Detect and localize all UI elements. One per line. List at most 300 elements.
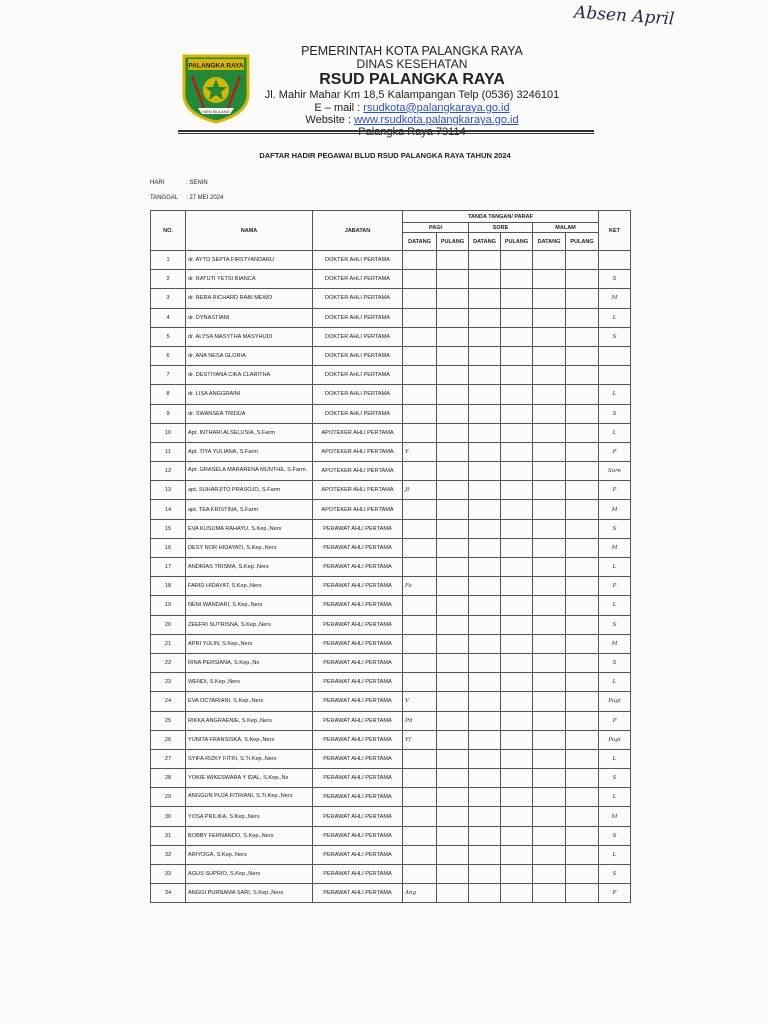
row-signature-pagi-datang <box>403 423 437 442</box>
row-signature-pagi-datang <box>403 289 437 308</box>
row-signature-malam-pulang <box>566 346 599 365</box>
row-signature-sore-datang <box>469 596 501 615</box>
table-row <box>151 634 631 653</box>
row-number: 12 <box>151 462 186 481</box>
row-keterangan: L <box>599 308 631 327</box>
row-signature-malam-pulang <box>566 769 599 788</box>
row-keterangan: M <box>599 634 631 653</box>
row-name: dr. LISA ANGGRAINI <box>186 385 313 404</box>
row-signature-malam-pulang <box>566 845 599 864</box>
row-signature-malam-pulang <box>566 442 599 461</box>
row-signature-sore-datang <box>469 308 501 327</box>
row-signature-pagi-datang <box>403 826 437 845</box>
handwritten-corner-note: Absen April <box>573 2 676 30</box>
row-name: AGUS SUPRIO, S.Kep.,Ners <box>186 865 313 884</box>
row-keterangan: L <box>599 749 631 768</box>
row-signature-malam-pulang <box>566 500 599 519</box>
row-number: 30 <box>151 807 186 826</box>
row-signature-pagi-pulang <box>437 596 469 615</box>
row-number: 18 <box>151 577 186 596</box>
table-row <box>151 596 631 615</box>
table-row <box>151 270 631 289</box>
table-row <box>151 615 631 634</box>
row-number: 31 <box>151 826 186 845</box>
row-signature-malam-datang <box>533 519 566 538</box>
row-signature-malam-datang <box>533 596 566 615</box>
table-row <box>151 845 631 864</box>
row-signature-malam-pulang <box>566 865 599 884</box>
row-signature-sore-pulang <box>501 481 533 500</box>
table-row <box>151 538 631 557</box>
row-signature-sore-pulang <box>501 423 533 442</box>
header-pulang: PULANG <box>501 233 533 251</box>
city-logo <box>180 50 252 124</box>
row-signature-sore-datang <box>469 730 501 749</box>
row-number: 5 <box>151 327 186 346</box>
header-sore: SORE <box>469 223 533 233</box>
document-title: DAFTAR HADIR PEGAWAI BLUD RSUD PALANGKA RAYA TAHUN 2024 <box>259 151 511 160</box>
row-signature-pagi-datang <box>403 519 437 538</box>
row-number: 6 <box>151 346 186 365</box>
row-position: DOKTER AHLI PERTAMA <box>313 346 403 365</box>
header-city: Palangka Raya 73114 <box>358 126 466 139</box>
row-name: Apt. TIYA YULIANA, S.Farm <box>186 442 313 461</box>
row-signature-sore-datang <box>469 807 501 826</box>
day-value: : SENIN <box>186 180 208 186</box>
row-signature-sore-pulang <box>501 711 533 730</box>
row-position: PERAWAT AHLI PERTAMA <box>313 577 403 596</box>
row-number: 1 <box>151 251 186 270</box>
row-number: 16 <box>151 538 186 557</box>
row-signature-sore-datang <box>469 711 501 730</box>
row-name: ZEEFRI SUTRISNA, S.Kep.,Ners <box>186 615 313 634</box>
table-row <box>151 251 631 270</box>
row-position: APOTEKER AHLI PERTAMA <box>313 423 403 442</box>
row-signature-pagi-pulang <box>437 500 469 519</box>
row-position: DOKTER AHLI PERTAMA <box>313 327 403 346</box>
header-government: PEMERINTAH KOTA PALANGKA RAYA <box>301 44 523 58</box>
row-signature-pagi-datang <box>403 769 437 788</box>
row-signature-pagi-datang: Y <box>403 442 437 461</box>
row-number: 29 <box>151 788 186 807</box>
row-signature-pagi-datang <box>403 270 437 289</box>
table-row <box>151 673 631 692</box>
row-signature-pagi-pulang <box>437 346 469 365</box>
row-position: PERAWAT AHLI PERTAMA <box>313 558 403 577</box>
website-link[interactable]: www.rsudkota.palangkaraya.go.id <box>354 113 519 126</box>
row-name: dr. RATUTI YETSI BIANCA <box>186 270 313 289</box>
row-signature-malam-pulang <box>566 462 599 481</box>
table-row <box>151 865 631 884</box>
row-signature-malam-pulang <box>566 404 599 423</box>
table-body <box>151 251 631 903</box>
row-signature-pagi-pulang <box>437 270 469 289</box>
row-position: APOTEKER AHLI PERTAMA <box>313 462 403 481</box>
row-signature-malam-datang <box>533 865 566 884</box>
row-signature-malam-datang <box>533 634 566 653</box>
row-number: 24 <box>151 692 186 711</box>
table-row <box>151 404 631 423</box>
row-signature-sore-pulang <box>501 558 533 577</box>
row-position: PERAWAT AHLI PERTAMA <box>313 519 403 538</box>
row-keterangan: Sore <box>599 462 631 481</box>
row-number: 9 <box>151 404 186 423</box>
row-signature-pagi-pulang <box>437 673 469 692</box>
table-row <box>151 884 631 903</box>
row-signature-sore-pulang <box>501 519 533 538</box>
row-signature-sore-pulang <box>501 884 533 903</box>
row-position: PERAWAT AHLI PERTAMA <box>313 807 403 826</box>
row-number: 17 <box>151 558 186 577</box>
row-signature-pagi-datang <box>403 558 437 577</box>
date-label: TANGGAL <box>150 195 179 201</box>
row-signature-malam-datang <box>533 826 566 845</box>
row-signature-malam-pulang <box>566 807 599 826</box>
table-row <box>151 366 631 385</box>
website-label: Website : <box>305 113 355 126</box>
row-signature-sore-pulang <box>501 807 533 826</box>
row-position: PERAWAT AHLI PERTAMA <box>313 788 403 807</box>
row-position: DOKTER AHLI PERTAMA <box>313 366 403 385</box>
header-rule <box>178 130 594 132</box>
row-signature-malam-datang <box>533 327 566 346</box>
header-rule-thin <box>178 133 594 134</box>
row-number: 20 <box>151 615 186 634</box>
row-signature-pagi-datang <box>403 346 437 365</box>
header-website-line <box>252 114 572 126</box>
row-signature-malam-pulang <box>566 366 599 385</box>
row-name: Apt. INTHARI ALSELUSIA, S.Farm <box>186 423 313 442</box>
row-signature-malam-datang <box>533 404 566 423</box>
row-signature-pagi-pulang <box>437 538 469 557</box>
row-signature-sore-datang <box>469 615 501 634</box>
row-signature-malam-datang <box>533 673 566 692</box>
row-signature-malam-pulang <box>566 327 599 346</box>
row-name: DESY NOR HIDAYATI, S.Kep.,Ners <box>186 538 313 557</box>
row-position: PERAWAT AHLI PERTAMA <box>313 711 403 730</box>
row-name: SYIFA RIZKY FITRI, S.Tr.Kep.,Ners <box>186 749 313 768</box>
row-signature-pagi-datang <box>403 807 437 826</box>
row-signature-pagi-pulang <box>437 519 469 538</box>
row-signature-pagi-datang <box>403 462 437 481</box>
row-keterangan: P <box>599 442 631 461</box>
row-number: 33 <box>151 865 186 884</box>
row-signature-pagi-datang <box>403 500 437 519</box>
row-signature-malam-datang <box>533 788 566 807</box>
row-signature-malam-pulang <box>566 749 599 768</box>
row-position: PERAWAT AHLI PERTAMA <box>313 634 403 653</box>
email-link[interactable]: rsudkota@palangkaraya.go.id <box>363 101 510 114</box>
row-name: YOKIE WIKESWARA Y IDAL, S.Kep.,Ns <box>186 769 313 788</box>
row-signature-pagi-pulang <box>437 807 469 826</box>
row-name: dr. ALYSA MASYTHA MASYHUDI <box>186 327 313 346</box>
row-signature-malam-pulang <box>566 385 599 404</box>
row-signature-malam-pulang <box>566 730 599 749</box>
row-signature-malam-datang <box>533 366 566 385</box>
row-signature-sore-datang <box>469 327 501 346</box>
row-signature-malam-pulang <box>566 519 599 538</box>
row-number: 22 <box>151 653 186 672</box>
row-keterangan: L <box>599 385 631 404</box>
row-signature-pagi-datang <box>403 653 437 672</box>
row-name: Apt. GRASELA MARARENA MUNTHE, S.Farm. <box>186 462 313 481</box>
row-keterangan: S <box>599 615 631 634</box>
row-signature-sore-datang <box>469 442 501 461</box>
header-email-line <box>252 102 572 114</box>
row-signature-pagi-datang: Ang <box>403 884 437 903</box>
table-row <box>151 788 631 807</box>
row-signature-malam-datang <box>533 346 566 365</box>
row-signature-sore-pulang <box>501 865 533 884</box>
header-pulang: PULANG <box>566 233 599 251</box>
table-row <box>151 807 631 826</box>
row-signature-pagi-pulang <box>437 826 469 845</box>
row-signature-malam-datang <box>533 845 566 864</box>
row-signature-pagi-datang: Fa <box>403 577 437 596</box>
row-signature-sore-datang <box>469 346 501 365</box>
row-keterangan: L <box>599 423 631 442</box>
row-signature-malam-pulang <box>566 826 599 845</box>
row-keterangan: L <box>599 596 631 615</box>
table-row <box>151 577 631 596</box>
row-signature-sore-datang <box>469 481 501 500</box>
header-tanda-tangan: TANDA TANGAN/ PARAF <box>403 211 599 223</box>
row-position: PERAWAT AHLI PERTAMA <box>313 769 403 788</box>
row-signature-sore-pulang <box>501 404 533 423</box>
row-signature-sore-datang <box>469 673 501 692</box>
row-signature-sore-pulang <box>501 500 533 519</box>
row-signature-pagi-datang <box>403 404 437 423</box>
row-signature-sore-pulang <box>501 327 533 346</box>
row-signature-sore-pulang <box>501 596 533 615</box>
row-signature-pagi-datang <box>403 538 437 557</box>
header-address: Jl. Mahir Mahar Km 18,5 Kalampangan Telp (0536) 3246101 <box>264 89 560 102</box>
header-pulang: PULANG <box>437 233 469 251</box>
row-keterangan: P <box>599 884 631 903</box>
row-signature-malam-datang <box>533 749 566 768</box>
row-signature-pagi-pulang <box>437 865 469 884</box>
header-jabatan: JABATAN <box>313 211 403 251</box>
row-signature-sore-pulang <box>501 730 533 749</box>
row-keterangan: M <box>599 538 631 557</box>
row-signature-pagi-pulang <box>437 634 469 653</box>
row-keterangan <box>599 346 631 365</box>
row-position: PERAWAT AHLI PERTAMA <box>313 615 403 634</box>
row-signature-pagi-pulang <box>437 366 469 385</box>
header-hospital: RSUD PALANGKA RAYA <box>319 71 505 89</box>
row-position: PERAWAT AHLI PERTAMA <box>313 730 403 749</box>
header-nama: NAMA <box>186 211 313 251</box>
row-signature-sore-datang <box>469 462 501 481</box>
header-department: DINAS KESEHATAN <box>356 57 468 71</box>
row-signature-sore-datang <box>469 884 501 903</box>
header-datang: DATANG <box>403 233 437 251</box>
row-signature-malam-datang <box>533 577 566 596</box>
row-number: 2 <box>151 270 186 289</box>
row-name: dr. ANA NESA GLORIA <box>186 346 313 365</box>
row-name: dr. DYNASTIANI <box>186 308 313 327</box>
row-signature-pagi-datang <box>403 749 437 768</box>
row-signature-malam-pulang <box>566 788 599 807</box>
row-keterangan: S <box>599 327 631 346</box>
table-row <box>151 385 631 404</box>
row-signature-sore-datang <box>469 423 501 442</box>
table-row <box>151 653 631 672</box>
row-name: NENI WANDARI, S.Kep.,Ners <box>186 596 313 615</box>
row-signature-pagi-pulang <box>437 615 469 634</box>
row-keterangan: S <box>599 519 631 538</box>
table-row <box>151 692 631 711</box>
row-signature-pagi-datang <box>403 845 437 864</box>
row-signature-malam-datang <box>533 270 566 289</box>
row-signature-sore-pulang <box>501 634 533 653</box>
row-signature-malam-datang <box>533 769 566 788</box>
row-signature-sore-pulang <box>501 615 533 634</box>
row-signature-sore-pulang <box>501 289 533 308</box>
row-name: ARIYOGA, S.Kep.,Ners <box>186 845 313 864</box>
row-name: dr. DESTIYANA CIKA CLARITHA <box>186 366 313 385</box>
row-number: 3 <box>151 289 186 308</box>
row-number: 23 <box>151 673 186 692</box>
row-number: 32 <box>151 845 186 864</box>
row-signature-malam-pulang <box>566 577 599 596</box>
row-signature-pagi-pulang <box>437 730 469 749</box>
row-signature-pagi-pulang <box>437 251 469 270</box>
table-row <box>151 826 631 845</box>
header-no: NO. <box>151 211 186 251</box>
row-position: DOKTER AHLI PERTAMA <box>313 308 403 327</box>
row-keterangan: M <box>599 807 631 826</box>
row-name: ANGGI PURNAMA SARI, S.Kep.,Ners <box>186 884 313 903</box>
meta-day <box>150 180 208 186</box>
row-position: PERAWAT AHLI PERTAMA <box>313 845 403 864</box>
row-position: DOKTER AHLI PERTAMA <box>313 404 403 423</box>
row-signature-sore-datang <box>469 385 501 404</box>
row-signature-pagi-datang: V <box>403 692 437 711</box>
row-signature-malam-datang <box>533 884 566 903</box>
row-signature-sore-datang <box>469 558 501 577</box>
row-keterangan <box>599 366 631 385</box>
row-position: APOTEKER AHLI PERTAMA <box>313 481 403 500</box>
row-name: RINA PERSIANA, S.Kep.,Ns <box>186 653 313 672</box>
row-signature-malam-pulang <box>566 270 599 289</box>
row-signature-sore-pulang <box>501 366 533 385</box>
row-keterangan: P <box>599 577 631 596</box>
row-signature-malam-pulang <box>566 481 599 500</box>
header-malam: MALAM <box>533 223 599 233</box>
table-row <box>151 749 631 768</box>
row-signature-sore-datang <box>469 653 501 672</box>
row-signature-malam-datang <box>533 692 566 711</box>
row-signature-pagi-datang <box>403 673 437 692</box>
row-position: DOKTER AHLI PERTAMA <box>313 270 403 289</box>
row-signature-sore-datang <box>469 692 501 711</box>
row-signature-sore-pulang <box>501 653 533 672</box>
row-keterangan: L <box>599 558 631 577</box>
row-signature-malam-pulang <box>566 289 599 308</box>
row-signature-sore-datang <box>469 865 501 884</box>
row-signature-pagi-pulang <box>437 423 469 442</box>
row-signature-pagi-pulang <box>437 884 469 903</box>
row-signature-sore-datang <box>469 749 501 768</box>
row-signature-pagi-pulang <box>437 788 469 807</box>
row-signature-pagi-datang <box>403 615 437 634</box>
table-row <box>151 308 631 327</box>
row-signature-malam-pulang <box>566 423 599 442</box>
row-signature-malam-datang <box>533 730 566 749</box>
table-row <box>151 346 631 365</box>
row-name: YOSA PRILIKA, S.Kep.,Ners <box>186 807 313 826</box>
row-signature-sore-datang <box>469 289 501 308</box>
row-signature-malam-pulang <box>566 634 599 653</box>
attendance-table <box>150 210 631 903</box>
row-number: 34 <box>151 884 186 903</box>
row-signature-sore-pulang <box>501 692 533 711</box>
row-number: 19 <box>151 596 186 615</box>
row-position: APOTEKER AHLI PERTAMA <box>313 442 403 461</box>
row-signature-malam-pulang <box>566 558 599 577</box>
row-signature-pagi-datang <box>403 865 437 884</box>
row-signature-sore-pulang <box>501 308 533 327</box>
row-signature-pagi-pulang <box>437 308 469 327</box>
row-number: 10 <box>151 423 186 442</box>
row-keterangan: L <box>599 845 631 864</box>
row-signature-pagi-datang <box>403 596 437 615</box>
logo-text-bottom: ISEN MULANG <box>202 108 230 114</box>
row-keterangan: P <box>599 711 631 730</box>
table-row <box>151 327 631 346</box>
row-name: ANDRIAS TRISMA, S.Kep.,Ners <box>186 558 313 577</box>
row-signature-malam-pulang <box>566 538 599 557</box>
row-signature-malam-pulang <box>566 251 599 270</box>
letterhead <box>252 44 572 139</box>
header-datang: DATANG <box>469 233 501 251</box>
row-name: dr. SWANSEA TRIDUA <box>186 404 313 423</box>
row-name: YUNITA FRANSISKA, S.Kep.,Ners <box>186 730 313 749</box>
row-signature-sore-pulang <box>501 442 533 461</box>
row-signature-pagi-pulang <box>437 749 469 768</box>
row-signature-pagi-pulang <box>437 481 469 500</box>
row-signature-malam-datang <box>533 500 566 519</box>
meta-date <box>150 195 223 201</box>
row-signature-sore-datang <box>469 270 501 289</box>
row-number: 13 <box>151 481 186 500</box>
row-signature-sore-pulang <box>501 769 533 788</box>
row-signature-malam-pulang <box>566 692 599 711</box>
row-position: PERAWAT AHLI PERTAMA <box>313 692 403 711</box>
row-keterangan: L <box>599 788 631 807</box>
row-signature-pagi-datang <box>403 327 437 346</box>
row-signature-pagi-datang <box>403 385 437 404</box>
table-row <box>151 481 631 500</box>
row-signature-malam-datang <box>533 711 566 730</box>
row-keterangan: S <box>599 653 631 672</box>
row-keterangan: M <box>599 289 631 308</box>
row-signature-sore-pulang <box>501 270 533 289</box>
row-signature-pagi-datang <box>403 634 437 653</box>
row-position: DOKTER AHLI PERTAMA <box>313 251 403 270</box>
row-signature-pagi-datang <box>403 251 437 270</box>
row-position: PERAWAT AHLI PERTAMA <box>313 653 403 672</box>
row-position: PERAWAT AHLI PERTAMA <box>313 538 403 557</box>
row-signature-sore-datang <box>469 788 501 807</box>
email-label: E – mail : <box>314 101 364 114</box>
row-name: dr. RERA RICHARD RABI MEWO <box>186 289 313 308</box>
row-signature-pagi-pulang <box>437 845 469 864</box>
row-name: apt. TEA KRISTINA, S.Farm <box>186 500 313 519</box>
row-signature-sore-pulang <box>501 845 533 864</box>
row-signature-pagi-datang <box>403 308 437 327</box>
